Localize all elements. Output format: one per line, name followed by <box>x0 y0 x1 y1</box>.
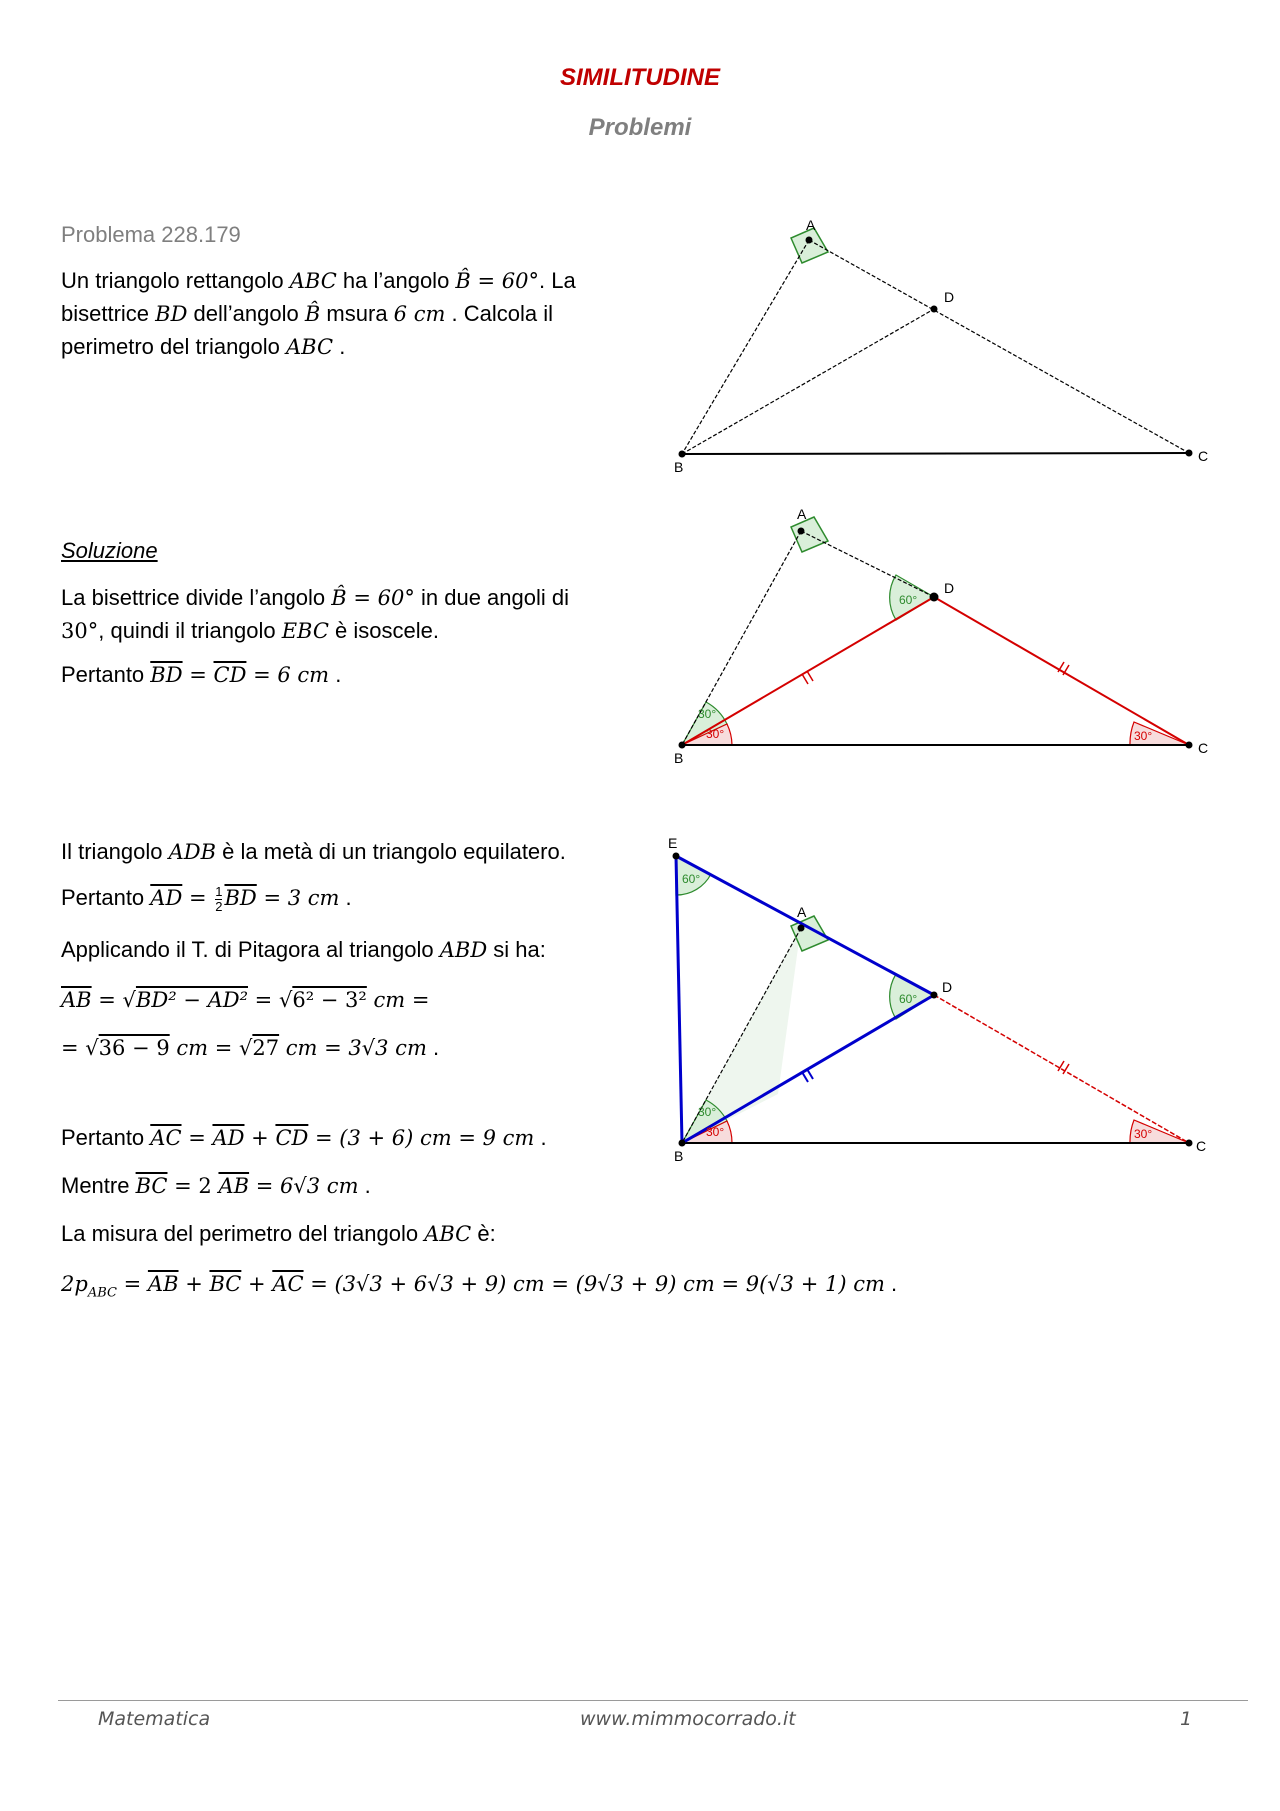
point-a-2 <box>798 528 805 535</box>
point-d <box>931 306 938 313</box>
figure-2-triangle <box>660 500 1220 780</box>
point-b-2 <box>679 742 686 749</box>
right-angle-mark-2 <box>791 517 828 552</box>
point-d-2 <box>930 593 939 602</box>
angle-label-60-e: 60° <box>682 872 701 886</box>
point-c <box>1186 450 1193 457</box>
label-d-3: D <box>942 979 953 995</box>
label-a: A <box>806 217 816 233</box>
angle-label-30-red: 30° <box>706 727 725 741</box>
label-c-2: C <box>1198 740 1209 756</box>
label-c: C <box>1198 448 1209 464</box>
solution-p8: Pertanto $\overline{AC} = \overline{AD} + \overline{CD} = (3 + 6)$ cm = 9 cm . <box>61 1125 547 1150</box>
right-angle-mark <box>791 228 828 263</box>
solution-p1a: La bisettrice divide l’angolo B̂ = 60° in due angoli di <box>61 585 570 610</box>
label-e-3: E <box>668 835 678 851</box>
tick-bd-3a <box>802 1072 808 1082</box>
footer-left: Matematica <box>98 1708 211 1730</box>
segment-bd-red <box>682 597 934 745</box>
bisector-bd <box>682 309 934 454</box>
solution-p2: Pertanto $\overline{BD} = \overline{CD} = 6$ cm . <box>61 662 342 687</box>
label-a-2: A <box>797 506 807 522</box>
problem-line-1: Un triangolo rettangolo ABC ha l’angolo B̂ = 60°. La <box>61 268 576 293</box>
footer-website-link[interactable]: www.mimmocorrado.it <box>580 1708 796 1730</box>
label-b-2: B <box>674 750 684 766</box>
footer-page-number: 1 <box>1180 1708 1193 1730</box>
point-b <box>679 451 686 458</box>
page-subtitle: Problemi <box>588 114 692 141</box>
side-bc <box>682 453 1189 454</box>
point-b-3 <box>679 1140 686 1147</box>
solution-p5: Applicando il T. di Pitagora al triangolo ABD si ha: <box>61 937 546 962</box>
tick-bd-1 <box>802 674 808 684</box>
angle-label-30-red-3: 30° <box>706 1125 725 1139</box>
solution-heading: Soluzione <box>61 538 158 563</box>
angle-label-30-c: 30° <box>1134 729 1153 743</box>
point-a <box>806 237 813 244</box>
solution-p10: La misura del perimetro del triangolo ABC è: <box>61 1221 496 1246</box>
label-d-2: D <box>944 580 955 596</box>
label-c-3: C <box>1196 1138 1207 1154</box>
problem-label: Problema 228.179 <box>61 222 241 247</box>
tick-bd-2 <box>807 671 813 681</box>
side-ed-blue <box>676 856 934 995</box>
angle-label-30-green: 30° <box>698 707 717 721</box>
segment-dc-red-3 <box>934 995 1189 1143</box>
angle-label-60: 60° <box>899 593 918 607</box>
segment-dc-red <box>934 597 1189 745</box>
solution-p9: Mentre $\overline{BC} = 2$ $\overline{AB} = 6√3$ cm . <box>61 1173 371 1198</box>
point-c-2 <box>1186 742 1193 749</box>
problem-line-3: perimetro del triangolo ABC . <box>61 334 346 359</box>
side-ab <box>682 240 809 454</box>
angle-label-60-d: 60° <box>899 992 918 1006</box>
footer-divider <box>58 1700 1248 1701</box>
side-ac <box>809 240 1189 453</box>
label-a-3: A <box>797 904 807 920</box>
solution-p6: $\overline{AB} = √BD^2 - AD^2 = √6^2 - 3^2$ cm = <box>61 988 430 1012</box>
point-d-3 <box>931 992 938 999</box>
solution-p3: Il triangolo ADB è la metà di un triangolo equilatero. <box>61 839 566 864</box>
tick-bd-3b <box>807 1069 813 1079</box>
label-b-3: B <box>674 1148 684 1164</box>
solution-p4: Pertanto $\overline{AD}$ = $\frac{1}{2}$ $\overline{BD} = 3$ cm . <box>61 883 352 914</box>
point-c-3 <box>1186 1140 1193 1147</box>
angle-label-30-green-3: 30° <box>698 1105 717 1119</box>
solution-p1b: 30°, quindi il triangolo EBC è isoscele. <box>61 618 439 643</box>
side-eb-blue <box>676 856 682 1143</box>
figure-3-triangle <box>660 830 1220 1170</box>
label-d: D <box>944 289 955 305</box>
figure-1-triangle <box>660 210 1220 490</box>
page-title: SIMILITUDINE <box>560 64 720 91</box>
angle-label-30-c-3: 30° <box>1134 1127 1153 1141</box>
solution-p7: = √36 − 9 cm = √27 cm = 3√3 cm . <box>61 1035 440 1060</box>
point-a-3 <box>798 925 805 932</box>
solution-p11: $2p_{ABC} = \overline{AB} + \overline{BC} + \overline{AC} = (3√3 + 6√3 + 9)$ cm = (9√3 + 9) cm = 9(√3 + 1) cm . <box>61 1271 898 1301</box>
label-b: B <box>674 459 684 475</box>
point-e-3 <box>673 853 680 860</box>
problem-line-2: bisettrice BD dell’angolo B̂ msura 6 cm . Calcola il <box>61 301 553 326</box>
